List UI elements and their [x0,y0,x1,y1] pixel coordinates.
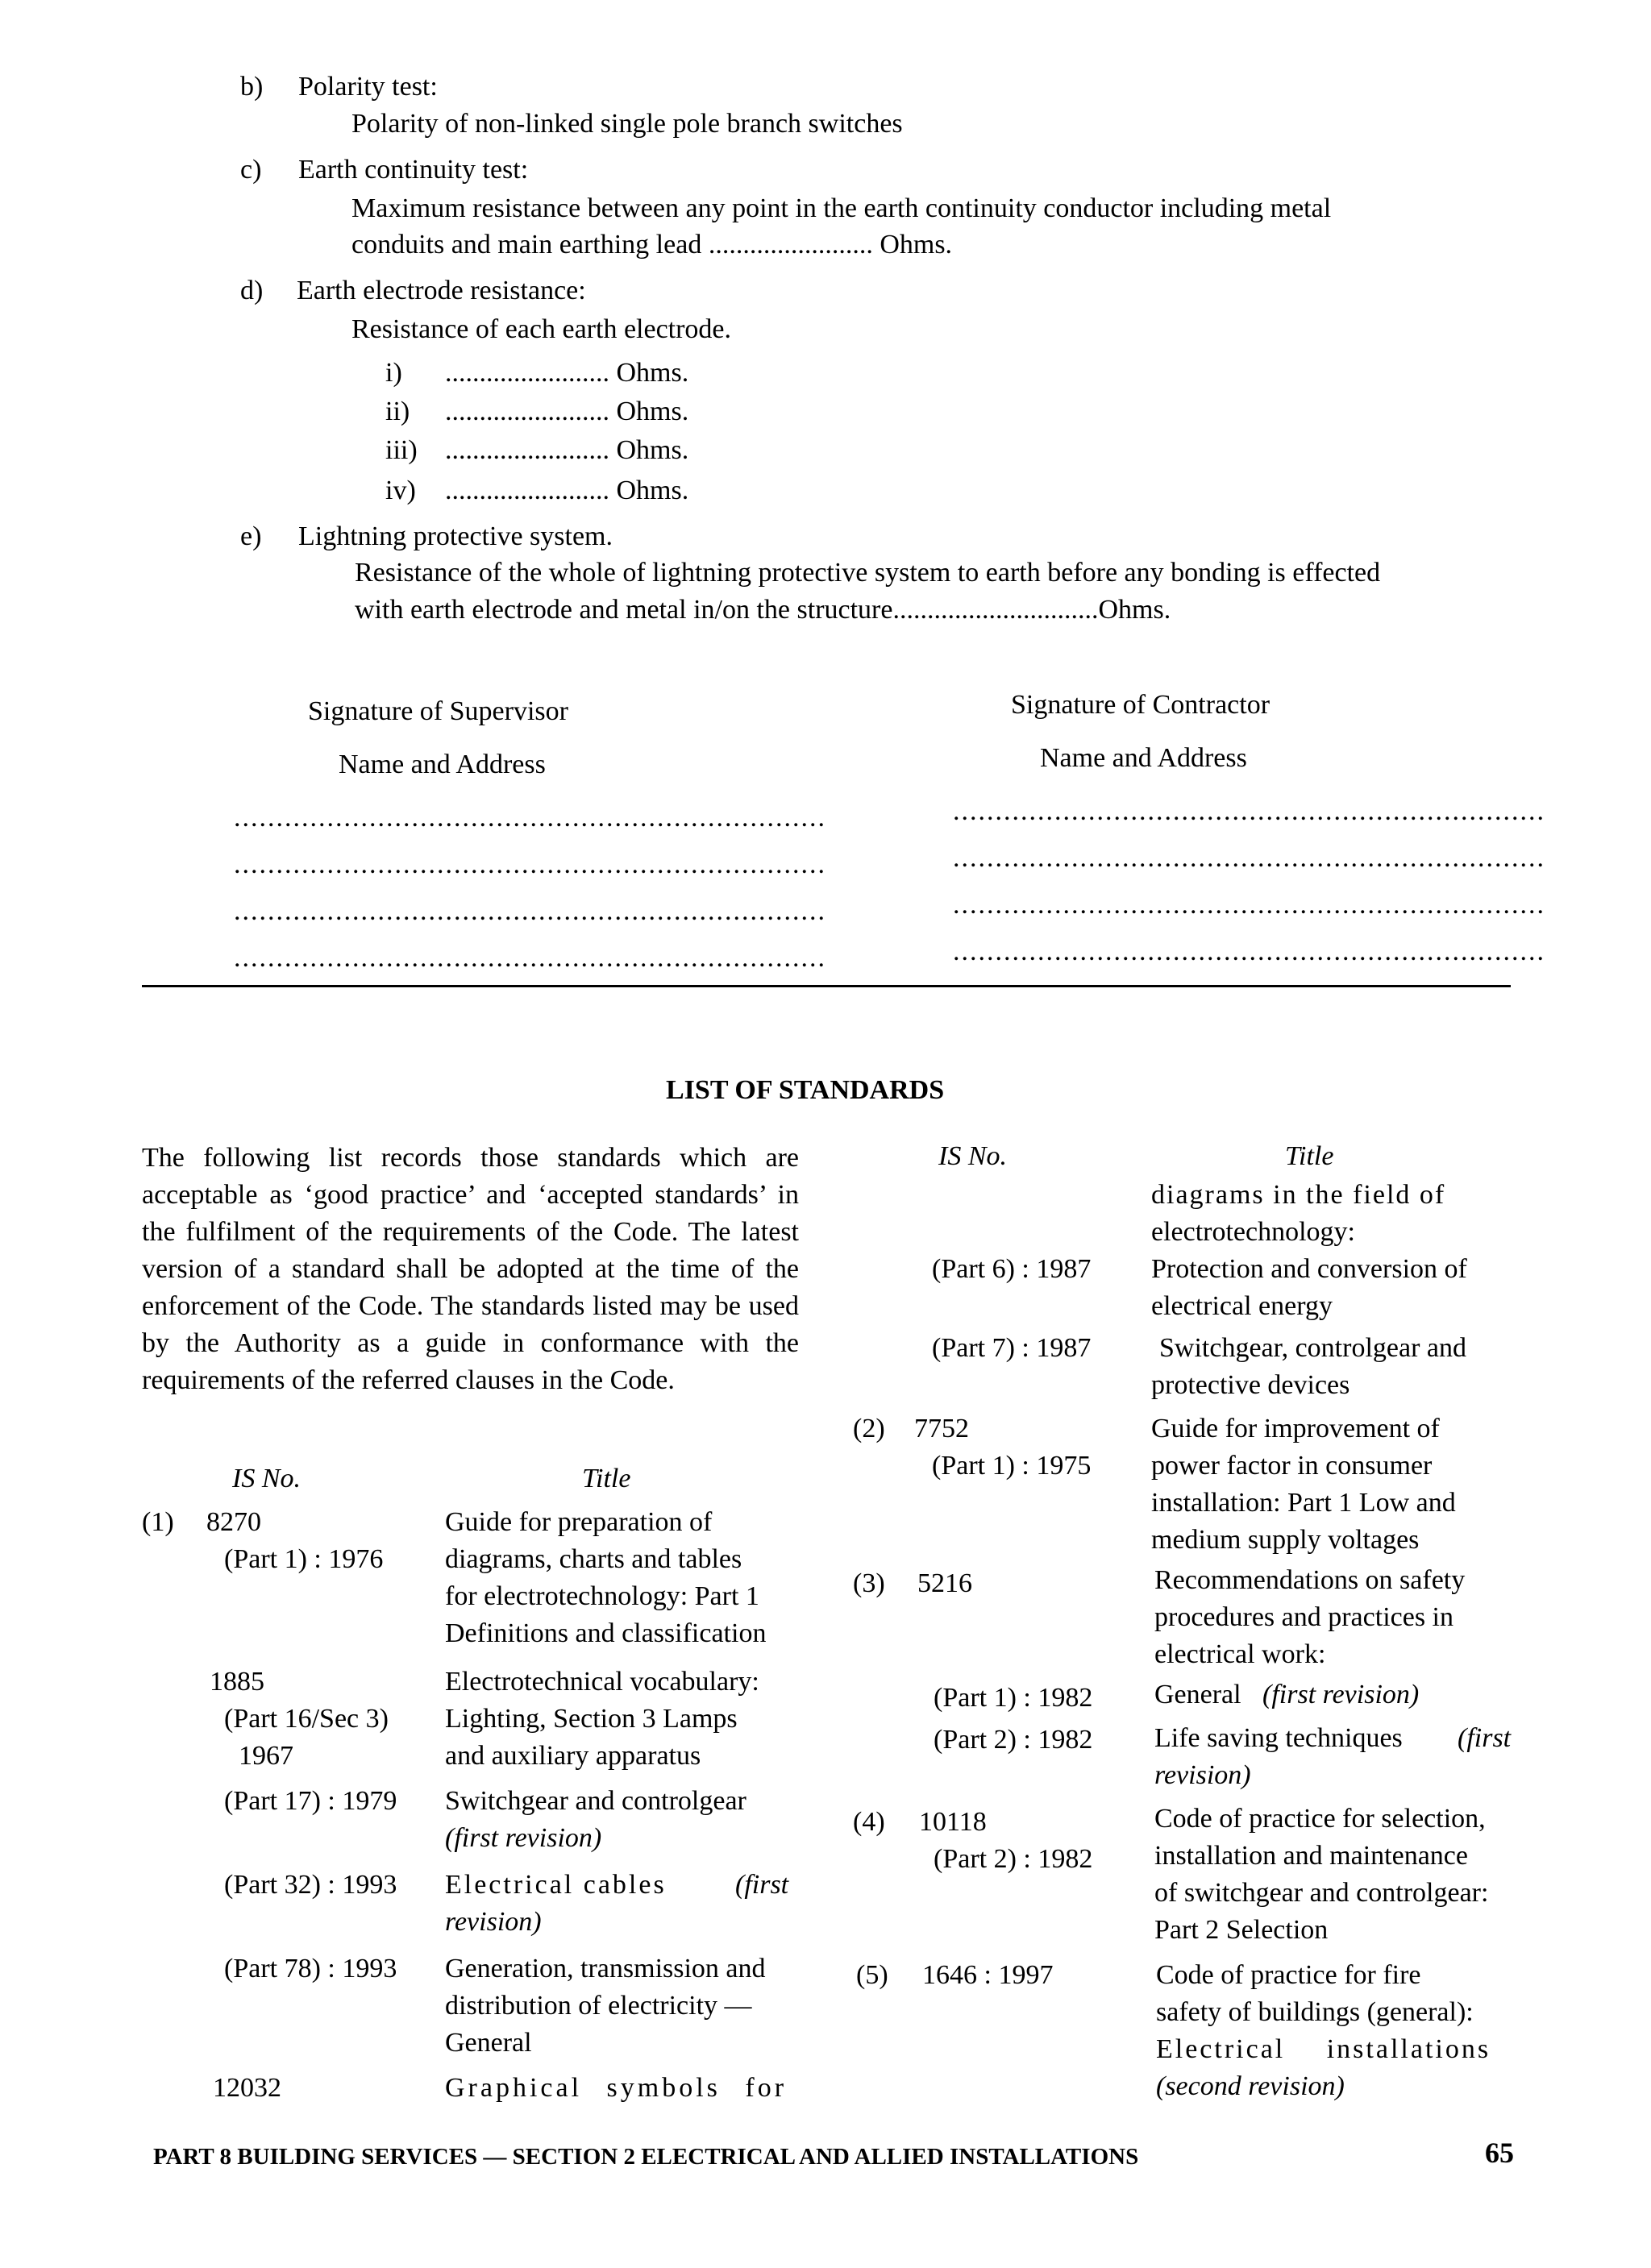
electrode-value: ........................ Ohms. [445,397,689,426]
is-part: (Part 32) : 1993 [224,1870,397,1900]
electrode-num: iii) [385,435,418,465]
entry-title-line: for electrotechnology: Part 1 [445,1581,759,1611]
contractor-signature-title: Signature of Contractor [1011,690,1270,720]
item-marker: d) [240,276,264,305]
is-number: 1646 : 1997 [922,1960,1054,1990]
is-part: (Part 6) : 1987 [932,1254,1092,1284]
earth-continuity-heading: Earth continuity test: [298,155,529,185]
entry-title-line: Switchgear and controlgear [445,1786,746,1816]
electrode-value: ........................ Ohms. [445,476,689,505]
supervisor-dotline: ...................................................................... [234,896,826,926]
entry-num: (1) [142,1507,174,1537]
entry-num: (5) [856,1960,888,1990]
item-marker: b) [240,72,264,102]
supervisor-signature-title: Signature of Supervisor [308,696,568,726]
revision-note: revision) [1154,1760,1251,1790]
entry-title-line: electrotechnology: [1151,1217,1356,1247]
electrode-value: ........................ Ohms. [445,358,689,388]
polarity-test-heading: Polarity test: [298,72,438,102]
is-number: 5216 [917,1568,972,1598]
contractor-dotline: ...................................................................... [953,796,1545,826]
is-year: 1967 [239,1741,293,1771]
is-number: 7752 [914,1414,969,1443]
lightning-heading: Lightning protective system. [298,521,613,551]
electrode-num: i) [385,358,402,388]
is-part: (Part 2) : 1982 [934,1725,1093,1755]
earth-continuity-line2: conduits and main earthing lead ........................ Ohms. [351,230,953,260]
electrode-value: ........................ Ohms. [445,435,689,465]
entry-title-line: Switchgear, controlgear and [1159,1333,1466,1363]
entry-title-line: Guide for preparation of [445,1507,713,1537]
earth-electrode-heading: Earth electrode resistance: [297,276,586,305]
contractor-dotline: ...................................................................... [953,843,1545,873]
polarity-test-body: Polarity of non-linked single pole branch switches [351,109,903,139]
entry-title-line: electrical work: [1154,1639,1326,1669]
col-is-no: IS No. [232,1464,301,1493]
revision-note: (first [735,1870,789,1900]
entry-title-line: General [1154,1680,1241,1709]
earth-electrode-body: Resistance of each earth electrode. [351,314,732,344]
is-number: 8270 [206,1507,261,1537]
entry-title-line: Recommendations on safety [1154,1565,1466,1595]
entry-title-line: General [445,2028,532,2058]
entry-title-line: diagrams in the field of [1151,1180,1446,1210]
is-part: (Part 1) : 1976 [224,1544,384,1574]
entry-title-line: safety of buildings (general): [1156,1997,1474,2027]
entry-title-line: Code of practice for selection, [1154,1804,1486,1834]
contractor-name-address: Name and Address [1040,743,1247,773]
entry-num: (2) [853,1414,885,1443]
electrode-num: ii) [385,397,410,426]
revision-note: (first revision) [1262,1680,1420,1709]
entry-title-line: Life saving techniques [1154,1723,1403,1753]
item-marker: e) [240,521,262,551]
entry-title-line: Protection and conversion of [1151,1254,1467,1284]
electrode-num: iv) [385,476,416,505]
entry-num: (3) [853,1568,885,1598]
is-part: (Part 17) : 1979 [224,1786,397,1816]
page-footer: PART 8 BUILDING SERVICES — SECTION 2 ELECTRICAL AND ALLIED INSTALLATIONS [153,2144,1139,2170]
lightning-line2: with earth electrode and metal in/on the structure..............................Ohms. [355,595,1171,625]
entry-title-line: diagrams, charts and tables [445,1544,742,1574]
section-divider [142,985,1511,987]
supervisor-dotline: ...................................................................... [234,803,826,833]
entry-title-line: Electrical cables [445,1870,667,1900]
col-title: Title [1285,1141,1334,1171]
entry-title-line: Lighting, Section 3 Lamps [445,1704,738,1734]
entry-title-line: Code of practice for fire [1156,1960,1421,1990]
entry-title-line: medium supply voltages [1151,1525,1420,1555]
revision-note: (second revision) [1156,2071,1345,2101]
entry-title-line: protective devices [1151,1370,1350,1400]
standards-intro: The following list records those standards which are acceptable as ‘good practice’ and ‘accepted standards’ in the fulfilment of the requirements of the Code. The latest version of a standard shall be adopted at the time of the enforcement of the Code. The standards listed may be used by the Authority as a guide in conformance with the requirements of the referred clauses in the Code. [142,1143,799,1395]
revision-note: (first revision) [445,1823,602,1853]
entry-title-line: installation: Part 1 Low and [1151,1488,1456,1518]
earth-continuity-line1: Maximum resistance between any point in the earth continuity conductor including metal [351,193,1332,223]
is-number: 10118 [919,1807,987,1837]
is-number: 12032 [213,2073,281,2103]
standards-heading: LIST OF STANDARDS [666,1075,945,1105]
is-number: 1885 [210,1667,264,1697]
supervisor-name-address: Name and Address [339,750,546,779]
lightning-line1: Resistance of the whole of lightning protective system to earth before any bonding is effected [355,558,1381,588]
entry-title-line: and auxiliary apparatus [445,1741,701,1771]
entry-title-line: installation and maintenance [1154,1841,1468,1871]
is-part: (Part 7) : 1987 [932,1333,1092,1363]
col-is-no: IS No. [938,1141,1007,1171]
col-title: Title [582,1464,631,1493]
revision-note: revision) [445,1907,542,1937]
entry-title-line: Electrotechnical vocabulary: [445,1667,759,1697]
page-number: 65 [1485,2137,1514,2169]
revision-note: (first [1458,1723,1512,1753]
is-part: (Part 2) : 1982 [934,1844,1093,1874]
entry-title-line: Guide for improvement of [1151,1414,1440,1443]
entry-title-line: power factor in consumer [1151,1451,1433,1481]
entry-title-line: distribution of electricity — [445,1991,752,2021]
contractor-dotline: ...................................................................... [953,890,1545,920]
entry-title-line: electrical energy [1151,1291,1333,1321]
is-part: (Part 1) : 1975 [932,1451,1092,1481]
entry-title-line: Generation, transmission and [445,1954,766,1983]
is-part: (Part 78) : 1993 [224,1954,397,1983]
entry-title-line: Electrical installations [1156,2034,1491,2064]
entry-title-line: Definitions and classification [445,1618,767,1648]
is-part: (Part 1) : 1982 [934,1683,1093,1713]
entry-title-line: of switchgear and controlgear: [1154,1878,1489,1908]
supervisor-dotline: ...................................................................... [234,943,826,973]
supervisor-dotline: ...................................................................... [234,849,826,879]
item-marker: c) [240,155,262,185]
entry-title-line: Part 2 Selection [1154,1915,1329,1945]
entry-title-line: procedures and practices in [1154,1602,1453,1632]
entry-num: (4) [853,1807,885,1837]
entry-title-line: Graphical symbols for [445,2073,788,2103]
is-part: (Part 16/Sec 3) [224,1704,389,1734]
contractor-dotline: ...................................................................... [953,937,1545,966]
